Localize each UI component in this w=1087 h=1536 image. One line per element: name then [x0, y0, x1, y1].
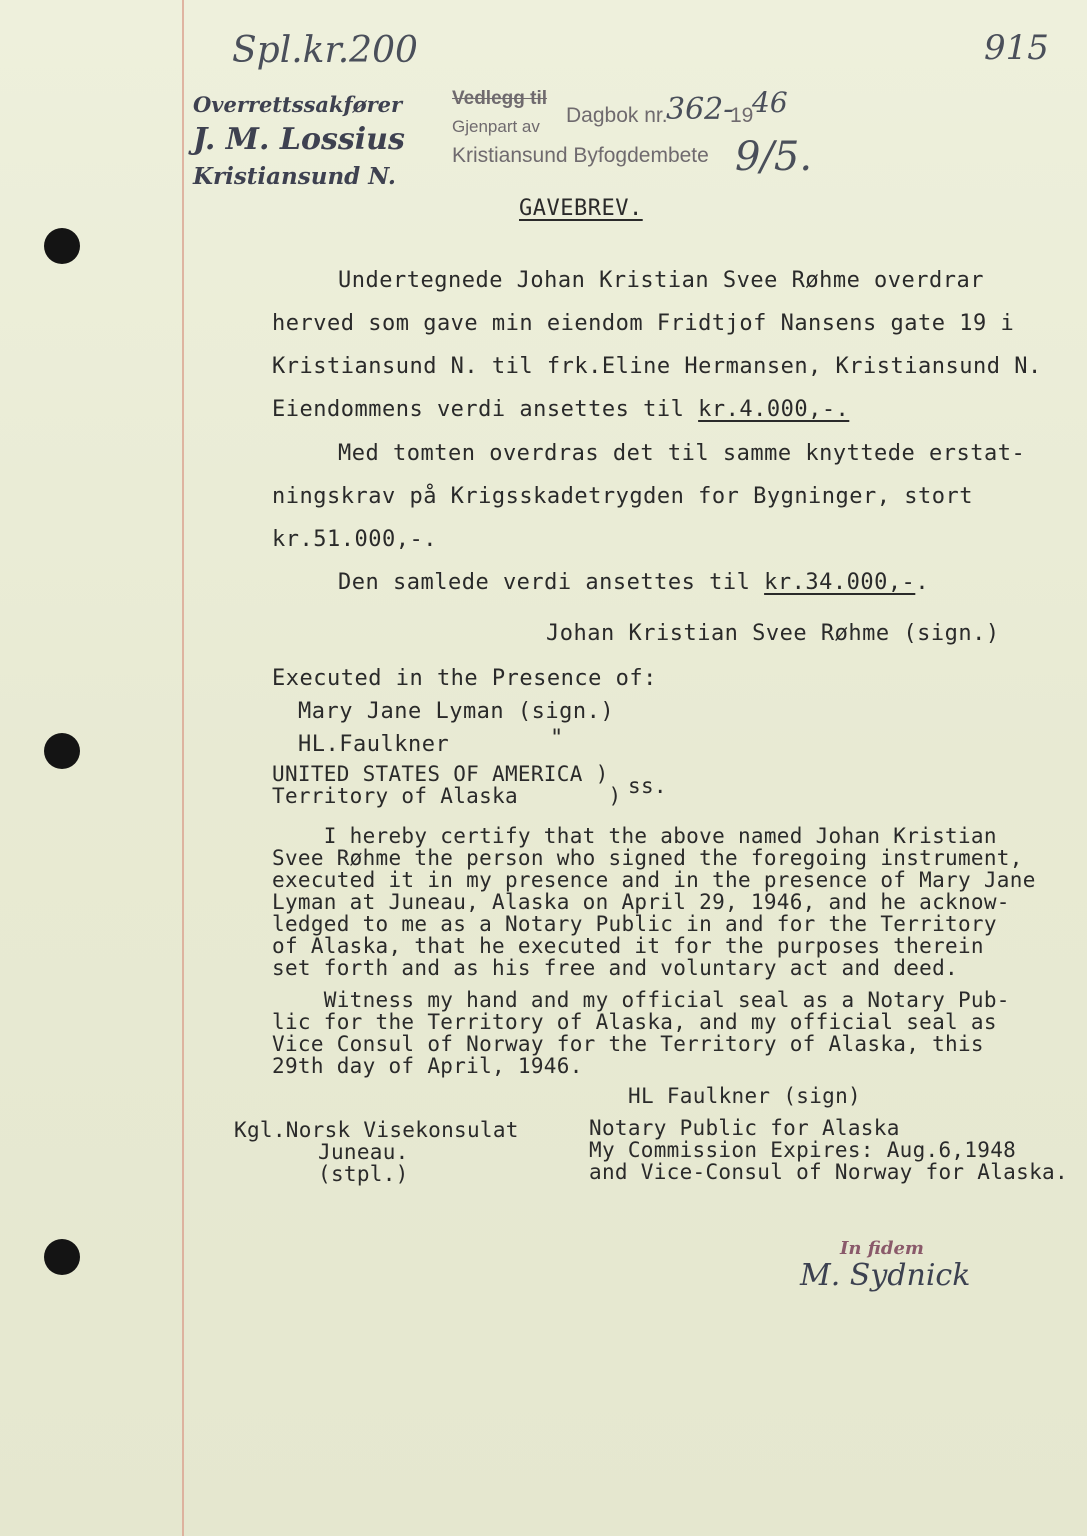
document-title: GAVEBREV. — [519, 196, 643, 221]
punch-hole — [44, 733, 80, 769]
body-line: herved som gave min eiendom Fridtjof Nansens gate 19 i — [272, 311, 1015, 336]
registry-stamp-copy-label: Gjenpart av — [452, 117, 540, 136]
consulate-name: Kgl.Norsk Visekonsulat — [234, 1118, 519, 1142]
certificate-witness-line: Vice Consul of Norway for the Territory of Alaska, this — [272, 1032, 984, 1056]
witness-line: HL.Faulkner — [298, 732, 450, 757]
body-line: Undertegnede Johan Kristian Svee Røhme overdrar — [338, 268, 985, 293]
body-text: . — [915, 570, 930, 595]
ditto-mark: " — [550, 726, 564, 751]
notary-vice-consul: and Vice-Consul of Norway for Alaska. — [589, 1160, 1068, 1184]
registry-stamp-office: Kristiansund Byfogdembete — [452, 144, 709, 167]
lawyer-stamp-title: Overrettssakfører — [193, 92, 403, 117]
punch-hole — [44, 228, 80, 264]
registry-stamp-prefix: Vedlegg til — [452, 88, 548, 109]
lawyer-stamp-city: Kristiansund N. — [193, 163, 396, 190]
certificate-line: Svee Røhme the person who signed the foregoing instrument, — [272, 846, 1023, 870]
venue-line: Territory of Alaska ) — [272, 784, 622, 808]
certificate-line: Lyman at Juneau, Alaska on April 29, 1946, and he acknow- — [272, 890, 1010, 914]
margin-rule — [182, 0, 184, 1536]
handwritten-reference: Spl.kr.200 — [232, 30, 418, 71]
certificate-line: ledged to me as a Notary Public in and for the Territory — [272, 912, 997, 936]
registry-stamp-year-hand: 46 — [752, 86, 788, 119]
total-value: kr.34.000,- — [764, 570, 916, 595]
certificate-witness-line: lic for the Territory of Alaska, and my official seal as — [272, 1010, 997, 1034]
body-line — [338, 570, 929, 595]
registry-stamp-date: 9/5. — [735, 134, 813, 180]
notary-signer: HL Faulkner (sign) — [628, 1084, 861, 1108]
body-line: kr.51.000,-. — [272, 527, 437, 552]
certificate-line: of Alaska, that he executed it for the purposes therein — [272, 934, 984, 958]
notary-title: Notary Public for Alaska — [589, 1116, 900, 1140]
consulate-stamp-note: (stpl.) — [318, 1162, 409, 1186]
witness-heading: Executed in the Presence of: — [272, 666, 657, 691]
certificate-witness-line: Witness my hand and my official seal as a Notary Pub- — [272, 988, 1010, 1012]
consulate-city: Juneau. — [318, 1140, 409, 1164]
registry-stamp-dagbok-label: Dagbok nr. — [566, 104, 668, 127]
attesting-signature: M. Sydnick — [800, 1258, 971, 1293]
venue-ss: ss. — [628, 774, 667, 798]
notary-commission: My Commission Expires: Aug.6,1948 — [589, 1138, 1017, 1162]
lawyer-stamp-name: J. M. Lossius — [193, 122, 405, 157]
certificate-witness-line: 29th day of April, 1946. — [272, 1054, 583, 1078]
certificate-line: I hereby certify that the above named Johan Kristian — [272, 824, 997, 848]
donor-signature: Johan Kristian Svee Røhme (sign.) — [546, 621, 1000, 646]
in-fidem-stamp: In fidem — [840, 1238, 924, 1259]
body-text: Eiendommens verdi ansettes til — [272, 397, 699, 422]
venue-line: UNITED STATES OF AMERICA ) — [272, 762, 609, 786]
body-text: Den samlede verdi ansettes til — [338, 570, 765, 595]
body-line — [272, 397, 849, 422]
property-value: kr.4.000,-. — [698, 397, 850, 422]
body-line: Med tomten overdras det til samme knyttede erstat- — [338, 441, 1026, 466]
folio-number: 915 — [984, 28, 1049, 68]
registry-stamp-year-printed: 19 — [730, 104, 754, 127]
body-line: ningskrav på Krigsskadetrygden for Bygninger, stort — [272, 484, 974, 509]
witness-line: Mary Jane Lyman (sign.) — [298, 699, 615, 724]
certificate-line: executed it in my presence and in the presence of Mary Jane — [272, 868, 1036, 892]
body-line: Kristiansund N. til frk.Eline Hermansen, Kristiansund N. — [272, 354, 1042, 379]
punch-hole — [44, 1239, 80, 1275]
certificate-line: set forth and as his free and voluntary act and deed. — [272, 956, 958, 980]
registry-stamp-dagbok-number: 362- — [666, 92, 734, 127]
